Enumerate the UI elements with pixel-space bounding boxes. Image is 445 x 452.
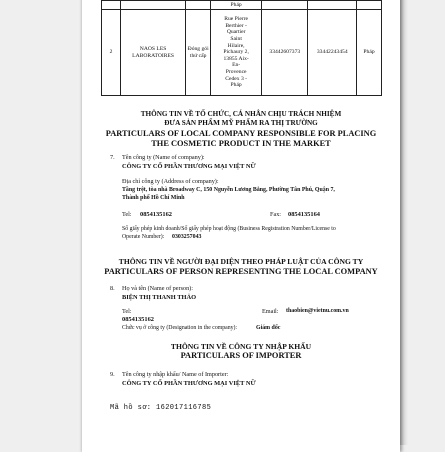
address-line: Berthier - xyxy=(225,22,247,29)
prev-row-address-tail: Pháp xyxy=(211,1,262,10)
person-name-value: BIỆN THỊ THANH THẢO xyxy=(122,294,197,301)
address-line: Rue Pierre xyxy=(224,16,249,23)
address-line: Saint xyxy=(230,36,242,43)
manufacturer-table xyxy=(101,0,382,96)
manufacturer-name: NAOS LES LABORATOIRES xyxy=(120,10,185,96)
manufacturer-address xyxy=(211,10,262,96)
address-line: Cedex 3 - xyxy=(225,75,247,82)
address-line: 13855 Aix- xyxy=(223,55,249,62)
person-name-label: Họ và tên (Name of person): xyxy=(122,285,193,292)
section-heading-vn: ĐƯA SẢN PHẨM MỸ PHẨM RA THỊ TRƯỜNG xyxy=(164,119,318,127)
packaging-type: Đóng gói thứ cấp xyxy=(186,10,211,96)
section-heading-vn: THÔNG TIN VỀ TỔ CHỨC, CÁ NHÂN CHỊU TRÁCH NHIỆM xyxy=(140,110,342,118)
registration-label: Số giấy phép kinh doanh/Số giấy phép hoạt động (Business Registration Number/License to xyxy=(122,226,336,232)
address-line: Provence xyxy=(225,68,247,75)
importer-name-value: CÔNG TY CỔ PHẦN THƯƠNG MẠI VIỆT NỮ xyxy=(122,380,256,387)
company-address-value: Thành phố Hồ Chí Minh xyxy=(122,195,185,201)
address-line: En- xyxy=(232,62,241,69)
position-label: Chức vụ ở công ty (Designation in the company): xyxy=(122,325,238,331)
email-value: thaobien@vietnu.com.vn xyxy=(286,308,349,314)
fax-label: Fax: xyxy=(270,211,282,218)
section-heading-en: PARTICULARS OF LOCAL COMPANY RESPONSIBLE FOR PLACING xyxy=(105,129,377,138)
table-row xyxy=(102,10,382,96)
registration-value: 0303257043 xyxy=(172,234,202,240)
item-number: 8. xyxy=(110,285,115,292)
email-label: Email: xyxy=(262,308,279,315)
tel-label: Tel: xyxy=(122,211,132,218)
company-name-label: Tên công ty (Name of company): xyxy=(122,154,205,161)
tel-value: 0854135162 xyxy=(140,211,172,218)
section-heading-en: PARTICULARS OF IMPORTER xyxy=(180,351,302,360)
manufacturer-fax: 33442243454 xyxy=(308,10,357,96)
address-line: Hilaire, xyxy=(227,42,245,49)
manufacturer-country: Pháp xyxy=(357,10,382,96)
row-number: 2 xyxy=(102,10,121,96)
section-heading-vn: THÔNG TIN VỀ NGƯỜI ĐẠI DIỆN THEO PHÁP LUẬT CỦA CÔNG TY xyxy=(118,257,364,266)
section-heading-vn: THÔNG TIN VỀ CÔNG TY NHẬP KHẨU xyxy=(170,342,312,351)
page-shadow xyxy=(400,0,408,445)
item-number: 7. xyxy=(110,154,115,161)
tel-label: Tel: xyxy=(122,308,132,315)
item-number: 9. xyxy=(110,371,115,378)
file-code: Mã hồ sơ: 162017116785 xyxy=(110,404,212,412)
address-line: Pháp xyxy=(230,82,242,89)
section-heading-en: THE COSMETIC PRODUCT IN THE MARKET xyxy=(151,139,331,148)
company-address-label: Địa chỉ công ty (Address of company): xyxy=(122,178,219,185)
manufacturer-tel: 33442607373 xyxy=(262,10,308,96)
position-value: Giám đốc xyxy=(256,325,281,331)
importer-name-label: Tên công ty nhập khẩu/ Name of Importer: xyxy=(122,371,229,378)
address-line: Pichaury 2, xyxy=(223,49,249,56)
company-name-value: CÔNG TY CỔ PHẦN THƯƠNG MẠI VIỆT NỮ xyxy=(122,163,256,170)
registration-label: Operate Number): xyxy=(122,234,165,240)
section-heading-en: PARTICULARS OF PERSON REPRESENTING THE LOCAL COMPANY xyxy=(104,267,378,276)
table-row xyxy=(102,1,382,10)
tel-value: 0854135162 xyxy=(122,316,154,323)
fax-value: 0854135164 xyxy=(288,211,320,218)
address-line: Quartier xyxy=(226,29,246,36)
company-address-value: Tầng trệt, tòa nhà Broadway C, 150 Nguyễn Lương Bằng, Phường Tân Phú, Quận 7, xyxy=(122,187,335,193)
